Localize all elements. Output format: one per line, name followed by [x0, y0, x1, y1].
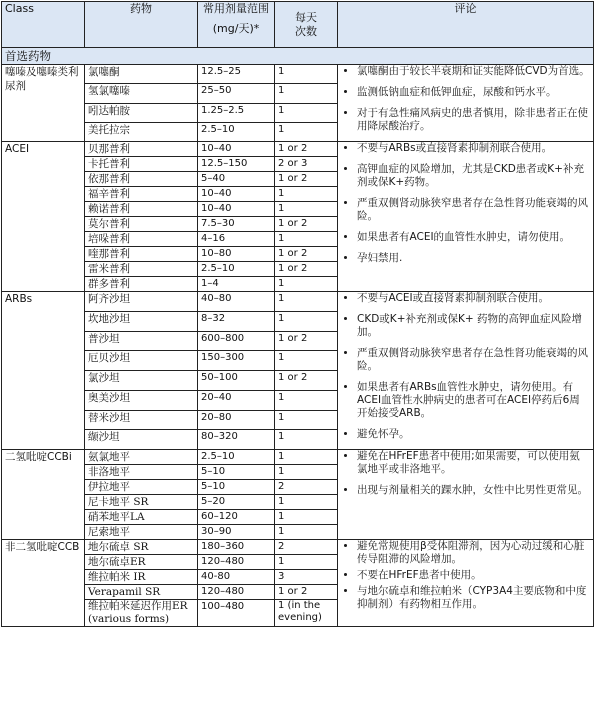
frequency-cell: 1 or 2: [275, 262, 338, 277]
drug-name-cell: 阿齐沙坦: [85, 292, 198, 312]
class-cell-dihydropyridine-ccb: 二氢吡啶CCBi: [2, 450, 85, 540]
frequency-cell: 1: [275, 510, 338, 525]
dose-cell: 2.5–10: [198, 450, 275, 465]
dose-cell: 600–800: [198, 331, 275, 351]
header-freq-line1: 每天: [295, 10, 317, 24]
comment-item: • 对于有急性痛风病史的患者慎用，除非患者正在使用降尿酸治疗。: [357, 107, 590, 133]
comment-cell-arbs: [338, 292, 594, 450]
drug-name-cell: 伊拉地平: [85, 480, 198, 495]
dose-cell: 4–16: [198, 232, 275, 247]
frequency-cell: 2: [275, 480, 338, 495]
dose-cell: 25–50: [198, 84, 275, 103]
comment-item: • CKD或K+补充剂或保K+ 药物的高钾血症风险增加。: [357, 313, 590, 339]
comment-list: [341, 540, 590, 611]
dose-cell: 7.5–30: [198, 217, 275, 232]
frequency-cell: 2 or 3: [275, 157, 338, 172]
dose-cell: 5–20: [198, 495, 275, 510]
drug-name-cell: 氨氯地平: [85, 450, 198, 465]
drug-name-cell: 替米沙坦: [85, 410, 198, 430]
dose-cell: 1.25–2.5: [198, 103, 275, 122]
drug-name-cell: 莫尔普利: [85, 217, 198, 232]
frequency-cell: 1 or 2: [275, 142, 338, 157]
comment-item: • 不要与ARBs或直接肾素抑制剂联合使用。: [357, 142, 590, 155]
frequency-cell: 1: [275, 232, 338, 247]
drug-name-cell: 地尔硫卓ER: [85, 555, 198, 570]
dose-cell: 60–120: [198, 510, 275, 525]
drug-name-cell: 氯沙坦: [85, 371, 198, 391]
frequency-cell: 1 or 2: [275, 331, 338, 351]
drug-name-cell: 普沙坦: [85, 331, 198, 351]
drug-name-cell: 地尔硫卓 SR: [85, 540, 198, 555]
section-title: 首选药物: [2, 48, 594, 65]
frequency-cell: 1: [275, 525, 338, 540]
drug-row: [2, 142, 594, 157]
comment-item: • 严重双侧肾动脉狭窄患者存在急性肾功能衰竭的风险。: [357, 347, 590, 373]
frequency-cell: 1: [275, 122, 338, 141]
comment-item: • 严重双侧肾动脉狭窄患者存在急性肾功能衰竭的风险。: [357, 197, 590, 223]
dose-cell: 12.5–25: [198, 65, 275, 84]
drug-row: [2, 65, 594, 84]
dose-cell: 5–40: [198, 172, 275, 187]
comment-item: • 避免怀孕。: [357, 428, 590, 441]
drug-name-cell: 缬沙坦: [85, 430, 198, 450]
frequency-cell: 1: [275, 430, 338, 450]
header-freq-line2: 次数: [295, 24, 317, 38]
comment-item: • 避免常规使用β受体阻滞剂，因为心动过缓和心脏传导阻滞的风险增加。: [357, 540, 590, 566]
comment-cell-nondihydropyridine-ccb: [338, 540, 594, 627]
section-row-preferred: [2, 48, 594, 65]
frequency-cell: 1: [275, 450, 338, 465]
dose-cell: 1–4: [198, 277, 275, 292]
comment-item: • 与地尔硫卓和维拉帕米（CYP3A4主要底物和中度抑制剂）有药物相互作用。: [357, 585, 590, 611]
drug-name-cell: 尼索地平: [85, 525, 198, 540]
dose-cell: 40-80: [198, 570, 275, 585]
frequency-cell: 3: [275, 570, 338, 585]
comment-item: • 孕妇禁用.: [357, 252, 590, 265]
dose-cell: 2.5–10: [198, 122, 275, 141]
header-row: [2, 2, 594, 48]
drug-name-cell: 卡托普利: [85, 157, 198, 172]
comment-cell-thiazide-diuretics: [338, 65, 594, 142]
frequency-cell: 1: [275, 465, 338, 480]
comment-item: • 高钾血症的风险增加，尤其是CKD患者或K+补充剂或保K+药物。: [357, 163, 590, 189]
header-drug: 药物: [85, 2, 198, 48]
frequency-cell: 1: [275, 390, 338, 410]
dose-cell: 10–40: [198, 187, 275, 202]
dose-cell: 10–80: [198, 247, 275, 262]
drug-name-cell: 福辛普利: [85, 187, 198, 202]
frequency-cell: 1: [275, 292, 338, 312]
dose-cell: 40–80: [198, 292, 275, 312]
dose-cell: 120–480: [198, 585, 275, 600]
drug-name-cell: 维拉帕米 IR: [85, 570, 198, 585]
comment-item: • 监测低钠血症和低钾血症，尿酸和钙水平。: [357, 86, 590, 99]
dose-cell: 10–40: [198, 142, 275, 157]
frequency-cell: 1 or 2: [275, 585, 338, 600]
dose-cell: 150–300: [198, 351, 275, 371]
class-cell-nondihydropyridine-ccb: 非二氢吡啶CCB: [2, 540, 85, 627]
drug-name-cell: 坎地沙坦: [85, 311, 198, 331]
frequency-cell: 1: [275, 187, 338, 202]
drug-name-cell: Verapamil SR: [85, 585, 198, 600]
comment-list: [341, 65, 590, 133]
header-dose-line1: 常用剂量范围: [203, 2, 269, 15]
frequency-cell: 1: [275, 65, 338, 84]
dose-cell: 80–320: [198, 430, 275, 450]
frequency-cell: 1 or 2: [275, 247, 338, 262]
header-class: Class: [2, 2, 85, 48]
comment-item: • 出现与剂量相关的踝水肿，女性中比男性更常见。: [357, 484, 590, 497]
frequency-cell: 1: [275, 555, 338, 570]
drug-name-cell: 赖诺普利: [85, 202, 198, 217]
dose-cell: 5–10: [198, 465, 275, 480]
drug-name-cell: 培哚普利: [85, 232, 198, 247]
class-cell-acei: ACEI: [2, 142, 85, 292]
comment-list: [341, 450, 590, 497]
dose-cell: 5–10: [198, 480, 275, 495]
drug-row: [2, 292, 594, 312]
frequency-cell: 1: [275, 410, 338, 430]
drug-name-cell: 奥美沙坦: [85, 390, 198, 410]
frequency-cell: 1: [275, 202, 338, 217]
drug-name-cell: 氯噻酮: [85, 65, 198, 84]
dose-cell: 100–480: [198, 600, 275, 627]
dose-cell: 2.5–10: [198, 262, 275, 277]
frequency-cell: 1 or 2: [275, 371, 338, 391]
dose-cell: 50–100: [198, 371, 275, 391]
comment-cell-acei: [338, 142, 594, 292]
class-cell-arbs: ARBs: [2, 292, 85, 450]
drug-name-cell: 贝那普利: [85, 142, 198, 157]
drug-name-cell: 雷米普利: [85, 262, 198, 277]
drug-name-cell: 厄贝沙坦: [85, 351, 198, 371]
header-dose-line2: (mg/天)*: [212, 22, 260, 35]
dose-cell: 8–32: [198, 311, 275, 331]
frequency-cell: 1 or 2: [275, 217, 338, 232]
dose-cell: 120–480: [198, 555, 275, 570]
drug-table-sheet: [1, 1, 595, 718]
frequency-cell: 2: [275, 540, 338, 555]
class-cell-thiazide-diuretics: 噻嗪及噻嗪类利尿剂: [2, 65, 85, 142]
comment-item: • 如果患者有ARBs血管性水肿史，请勿使用。有ACEI血管性水肿病史的患者可在ACEI停药后6周开始接受ARB。: [357, 381, 590, 420]
drug-name-cell: 氢氯噻嗪: [85, 84, 198, 103]
antihypertensive-drug-table: [1, 1, 594, 627]
frequency-cell: 1: [275, 311, 338, 331]
drug-row: [2, 540, 594, 555]
frequency-cell: 1: [275, 495, 338, 510]
drug-name-cell: 维拉帕米延迟作用ER (various forms): [85, 600, 198, 627]
dose-cell: 20–80: [198, 410, 275, 430]
dose-cell: 30–90: [198, 525, 275, 540]
comment-cell-dihydropyridine-ccb: [338, 450, 594, 540]
drug-name-cell: 美托拉宗: [85, 122, 198, 141]
drug-name-cell: 硝苯地平LA: [85, 510, 198, 525]
header-comment: 评论: [338, 2, 594, 48]
dose-cell: 12.5–150: [198, 157, 275, 172]
comment-list: [341, 292, 590, 441]
dose-cell: 20–40: [198, 390, 275, 410]
frequency-cell: 1: [275, 351, 338, 371]
drug-name-cell: 吲达帕胺: [85, 103, 198, 122]
drug-name-cell: 尼卡地平 SR: [85, 495, 198, 510]
comment-item: • 不要在HFrEF患者中使用。: [357, 569, 590, 582]
comment-item: • 氯噻酮由于较长半衰期和证实能降低CVD为首选。: [357, 65, 590, 78]
dose-cell: 10–40: [198, 202, 275, 217]
header-frequency: [275, 2, 338, 48]
drug-name-cell: 群多普利: [85, 277, 198, 292]
comment-item: • 不要与ACEI或直接肾素抑制剂联合使用。: [357, 292, 590, 305]
frequency-cell: 1 (in the evening): [275, 600, 338, 627]
comment-item: • 避免在HFrEF患者中使用;如果需要，可以使用氨氯地平或非洛地平。: [357, 450, 590, 476]
frequency-cell: 1: [275, 277, 338, 292]
drug-name-cell: 喹那普利: [85, 247, 198, 262]
dose-cell: 180–360: [198, 540, 275, 555]
drug-name-cell: 非洛地平: [85, 465, 198, 480]
drug-row: [2, 450, 594, 465]
frequency-cell: 1 or 2: [275, 172, 338, 187]
frequency-cell: 1: [275, 84, 338, 103]
header-dose: [198, 2, 275, 48]
comment-list: [341, 142, 590, 265]
drug-name-cell: 依那普利: [85, 172, 198, 187]
frequency-cell: 1: [275, 103, 338, 122]
comment-item: • 如果患者有ACEI的血管性水肿史，请勿使用。: [357, 231, 590, 244]
